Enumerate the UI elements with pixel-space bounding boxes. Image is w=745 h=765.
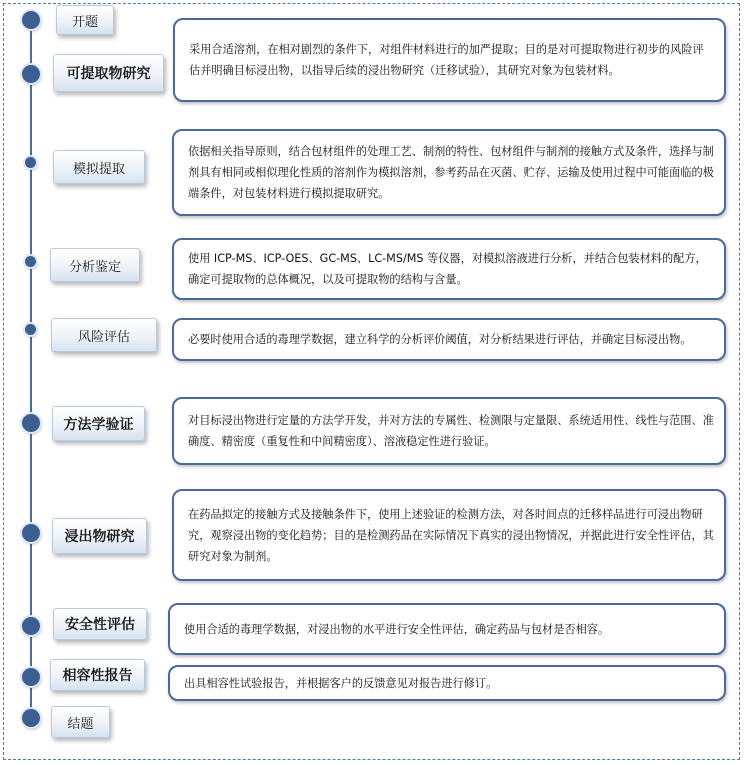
- step-desc-simulated-extraction: [172, 129, 726, 216]
- step-desc-report-text: 出具相容性试验报告，并根据客户的反馈意见对报告进行修订。: [184, 676, 498, 690]
- timeline-dot-report: [22, 668, 40, 686]
- step-label-analysis: 分析鉴定: [50, 248, 140, 282]
- timeline-dot-simulated-extraction: [25, 157, 36, 168]
- step-desc-analysis-text: 使用 ICP-MS、ICP-OES、GC-MS、LC-MS/MS 等仪器，对模拟溶液进行分析，并结合包装材料的配方，确定可提取物的总体概况，以及可提取物的结构与含量。: [188, 252, 707, 286]
- step-label-extractables: 可提取物研究: [53, 54, 164, 92]
- step-desc-simulated-extraction-text: 依据相关指导原则，结合包材组件的处理工艺、制剂的特性、包材组件与制剂的接触方式及条件，选择与制剂具有相同或相似理化性质的溶剂作为模拟溶剂，参考药品在灭菌、贮存、运输及使用过程中可能面临的极端条件，对包装材料进行模拟提取研究。: [188, 145, 714, 200]
- timeline-dot-risk: [25, 324, 36, 335]
- timeline-dot-start: [22, 11, 40, 29]
- step-label-leachables: 浸出物研究: [52, 518, 147, 554]
- step-desc-extractables-text: 采用合适溶剂，在相对剧烈的条件下，对组件材料进行的加严提取；目的是对可提取物进行初步的风险评估并明确目标浸出物，以指导后续的浸出物研究（迁移试验），其研究对象为包装材料。: [189, 43, 704, 77]
- step-label-method-validation: 方法学验证: [52, 406, 145, 441]
- timeline-dot-end: [22, 709, 40, 727]
- step-label-simulated-extraction: 模拟提取: [53, 150, 145, 184]
- step-desc-safety-text: 使用合适的毒理学数据，对浸出物的水平进行安全性评估，确定药品与包材是否相容。: [184, 622, 610, 636]
- step-desc-method-validation-text: 对目标浸出物进行定量的方法学开发，并对方法的专属性、检测限与定量限、系统适用性、线性与范围、准确度、精密度（重复性和中间精密度）、溶液稳定性进行验证。: [188, 414, 714, 448]
- step-desc-risk-assessment: [172, 318, 726, 361]
- step-desc-leachables-text: 在药品拟定的接触方式及接触条件下，使用上述验证的检测方法，对各时间点的迁移样品进行可浸出物研究，观察浸出物的变化趋势；目的是检测药品在实际情况下真实的浸出物情况，并据此进行安全性评估，其研究对象为制剂。: [188, 507, 714, 563]
- step-label-risk-assessment: 风险评估: [51, 318, 157, 352]
- step-desc-leachables: [172, 489, 726, 581]
- step-desc-extractables: [173, 18, 726, 102]
- timeline-dot-safety: [22, 617, 40, 635]
- step-label-report: 相容性报告: [50, 659, 145, 691]
- timeline-dot-validation: [22, 414, 40, 432]
- step-label-end: 结题: [51, 706, 110, 738]
- step-label-safety: 安全性评估: [53, 608, 147, 640]
- timeline-dot-leachables: [22, 524, 40, 542]
- timeline-dot-analysis: [25, 256, 36, 267]
- step-desc-analysis: [172, 238, 726, 300]
- timeline-dot-extractables: [22, 65, 40, 83]
- step-desc-report: [168, 665, 726, 701]
- step-label-start: 开题: [56, 5, 114, 35]
- step-desc-safety: [168, 603, 726, 655]
- step-desc-risk-assessment-text: 必要时使用合适的毒理学数据，建立科学的分析评价阈值，对分析结果进行评估，并确定目标浸出物。: [188, 333, 692, 346]
- step-desc-method-validation: [172, 397, 726, 465]
- timeline-line: [30, 20, 32, 720]
